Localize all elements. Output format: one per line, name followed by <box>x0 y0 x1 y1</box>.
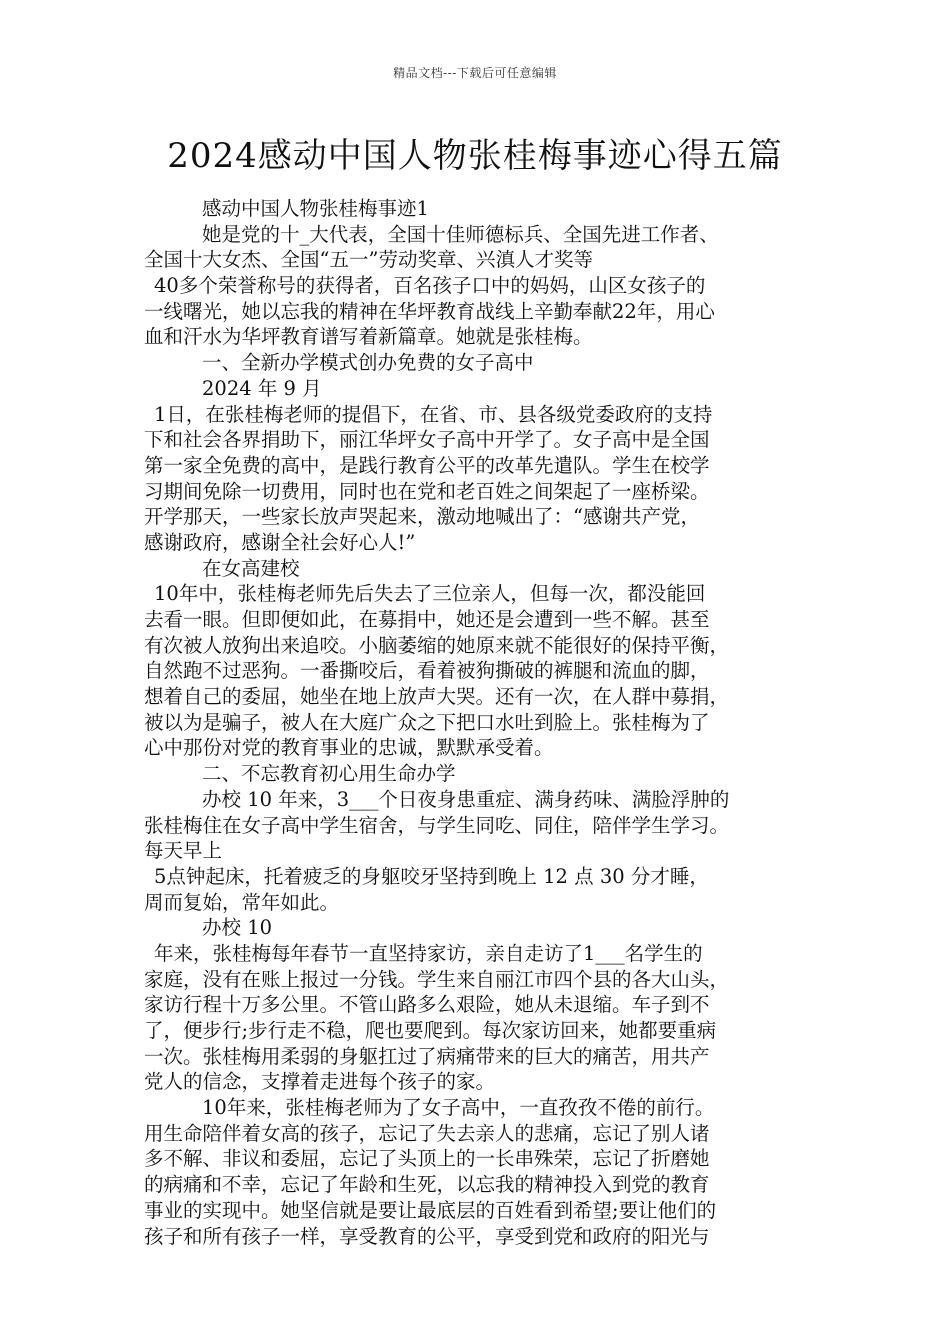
body-line: 下和社会各界捐助下，丽江华坪女子高中开学了。女子高中是全国 <box>144 428 710 452</box>
body-line: 一、全新办学模式创办免费的女子高中 <box>202 351 534 375</box>
body-line: 40多个荣誉称号的获得者，百名孩子口中的妈妈，山区女孩子的 <box>154 274 706 298</box>
body-line: 有次被人放狗出来追咬。小脑萎缩的她原来就不能很好的保持平衡， <box>144 633 730 657</box>
header-note: 精品文档---下载后可任意编辑 <box>393 66 557 80</box>
body-line: 1日，在张桂梅老师的提倡下，在省、市、县各级党委政府的支持 <box>154 402 713 426</box>
body-line: 她是党的十_大代表，全国十佳师德标兵、全国先进工作者、 <box>202 222 719 246</box>
body-line: 在女高建校 <box>202 556 300 580</box>
body-line: 感动中国人物张桂梅事迹1 <box>202 197 429 220</box>
body-line: 5点钟起床，托着疲乏的身躯咬牙坚持到晚上 12 点 30 分才睡， <box>154 864 709 888</box>
body-line: 张桂梅住在女子高中学生宿舍，与学生同吃、同住，陪伴学生学习。 <box>144 813 730 837</box>
body-line: 自然跑不过恶狗。一番撕咬后，看着被狗撕破的裤腿和流血的脚， <box>144 659 710 683</box>
body-line: 家庭，没有在账上报过一分钱。学生来自丽江市四个县的各大山头， <box>144 967 730 991</box>
body-line: 被以为是骗子，被人在大庭广众之下把口水吐到脸上。张桂梅为了 <box>144 710 710 734</box>
page-title: 2024感动中国人物张桂梅事迹心得五篇 <box>167 136 783 176</box>
body-line: 事业的实现中。她坚信就是要让最底层的百姓看到希望;要让他们的 <box>144 1198 717 1222</box>
body-line: 血和汗水为华坪教育谱写着新篇章。她就是张桂梅。 <box>144 325 593 349</box>
body-line: 年来，张桂梅每年春节一直坚持家访，亲自走访了1___名学生的 <box>154 941 703 965</box>
body-line: 孩子和所有孩子一样，享受教育的公平，享受到党和政府的阳光与 <box>144 1224 710 1248</box>
body-line: 10年来，张桂梅老师为了女子高中，一直孜孜不倦的前行。 <box>202 1096 715 1120</box>
body-line: 每天早上 <box>144 839 223 863</box>
body-line: 一线曙光，她以忘我的精神在华坪教育战线上辛勤奉献22年，用心 <box>144 299 715 323</box>
body-line: 心中那份对党的教育事业的忠诚，默默承受着。 <box>144 736 554 760</box>
body-line: 一次。张桂梅用柔弱的身躯扛过了病痛带来的巨大的痛苦，用共产 <box>144 1044 710 1068</box>
body-line: 第一家全免费的高中，是践行教育公平的改革先遣队。学生在校学 <box>144 453 710 477</box>
body-line: 办校 10 年来，3___个日夜身患重症、满身药味、满脸浮肿的 <box>202 787 730 811</box>
body-line: 开学那天，一些家长放声哭起来，激动地喊出了：“感谢共产党， <box>144 505 700 529</box>
body-line: 感谢政府，感谢全社会好心人!” <box>144 530 416 554</box>
body-line: 10年中，张桂梅老师先后失去了三位亲人，但每一次，都没能回 <box>154 582 706 606</box>
body-line: 想着自己的委屈，她坐在地上放声大哭。还有一次，在人群中募捐， <box>144 685 730 709</box>
body-line: 二、不忘教育初心用生命办学 <box>202 762 456 786</box>
document-body <box>144 196 834 1249</box>
body-line: 全国十大女杰、全国“五一”劳动奖章、兴滇人才奖等 <box>144 248 593 272</box>
body-line: 党人的信念，支撑着走进每个孩子的家。 <box>144 1070 496 1094</box>
body-line: 周而复始，常年如此。 <box>144 890 340 914</box>
body-line: 2024 年 9 月 <box>202 376 322 400</box>
body-line: 去看一眼。但即便如此，在募捐中，她还是会遭到一些不解。甚至 <box>144 608 710 631</box>
body-line: 多不解、非议和委屈，忘记了头顶上的一长串殊荣，忘记了折磨她 <box>144 1147 710 1171</box>
body-line: 用生命陪伴着女高的孩子，忘记了失去亲人的悲痛，忘记了别人诸 <box>144 1121 710 1145</box>
body-line: 了，便步行;步行走不稳，爬也要爬到。每次家访回来，她都要重病 <box>144 1019 717 1042</box>
body-line: 家访行程十万多公里。不管山路多么艰险，她从未退缩。车子到不 <box>144 993 710 1017</box>
body-line: 办校 10 <box>202 916 273 940</box>
body-line: 习期间免除一切费用，同时也在党和老百姓之间架起了一座桥梁。 <box>144 479 710 503</box>
body-line: 的病痛和不幸，忘记了年龄和生死，以忘我的精神投入到党的教育 <box>144 1173 710 1197</box>
